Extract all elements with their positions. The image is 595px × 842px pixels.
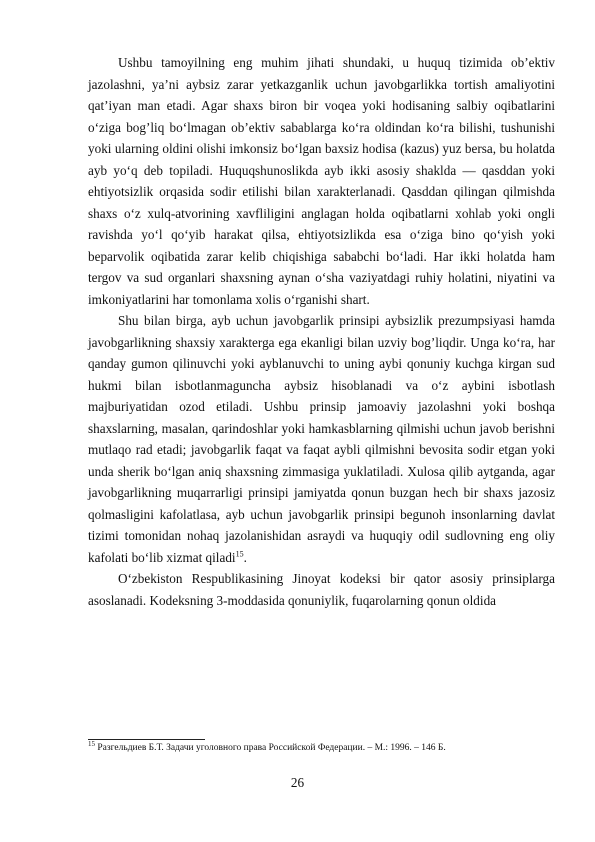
document-body [88, 52, 555, 611]
paragraph-3: O‘zbekiston Respublikasining Jinoyat kodeksi bir qator asosiy prinsiplarga asoslanadi. Kodeksning 3-moddasida qonuniylik, fuqarolarning qonun oldida [88, 571, 555, 608]
paragraph-1: Ushbu tamoyilning eng muhim jihati shundaki, u huquq tizimida ob’ektiv jazolashni, ya’ni aybsiz zarar yetkazganlik uchun javobgarlikka tortish amaliyotini qat’iyan man etadi. Agar shaxs biron bir voqea yoki hodisaning salbiy oqibatlarini o‘ziga bog’liq bo‘lmagan ob’ektiv sabablarga ko‘ra oldindan ko‘ra bilishi, tushunishi yoki ularning oldini olishi imkonsiz bo‘lgan baxsiz hodisa (kazus) yuz bersa, bu holatda ayb yo‘q deb topiladi. Huquqshunoslikda ayb ikki asosiy shaklda — qasddan yoki ehtiyotsizlik orqasida sodir etilishi bilan xarakterlanadi. Qasddan qilingan qilmishda shaxs o‘z xulq-atvorining xavfliligini anglagan holda oqibatlarni xohlab yoki ongli ravishda yo‘l qo‘yib harakat qilsa, ehtiyotsizlikda esa o‘ziga bino qo‘yish yoki beparvolik oqibatida zarar kelib chiqishiga sababchi bo‘ladi. Har ikki holatda ham tergov va sud organlari shaxsning aynan o‘sha vaziyatdagi ruhiy holatini, niyatini va imkoniyatlarini har tomonlama xolis o‘rganishi shart. [88, 55, 555, 307]
footnote-text: Разгельдиев Б.Т. Задачи уголовного права Российской Федерации. – М.: 1996. – 146 Б. [97, 743, 446, 753]
footnote [88, 739, 555, 755]
paragraph-2-end: . [243, 549, 247, 565]
footnote-reference[interactable]: 15 [235, 549, 244, 559]
footnote-number: 15 [88, 739, 95, 748]
paragraph-2 [88, 310, 555, 568]
footnote-divider [88, 739, 205, 740]
page-number: 26 [290, 775, 305, 790]
paragraph-2-text: Shu bilan birga, ayb uchun javobgarlik prinsipi aybsizlik prezumpsiyasi hamda javobgarlikning shaxsiy xarakterga ega ekanligi bilan uzviy bog’liqdir. Unga ko‘ra, har qanday gumon qilinuvchi yoki ayblanuvchi to uning aybi qonuniy kuchga kirgan sud hukmi bilan isbotlanmaguncha aybsiz hisoblanadi va o‘z aybini isbotlash majburiyatidan ozod etiladi. Ushbu prinsip jamoaviy jazolashni yoki boshqa shaxslarning, masalan, qarindoshlar yoki hamkasblarning qilmishi uchun javob berishni mutlaqo rad etadi; javobgarlik faqat va faqat aybli qilmishni bevosita sodir etgan yoki unda sherik bo‘lgan aniq shaxsning zimmasiga yuklatiladi. Xulosa qilib aytganda, agar javobgarlikning muqarrarligi prinsipi jamiyatda qonun buzgan hech bir shaxs jazosiz qolmasligini kafolatlasa, ayb uchun javobgarlik prinsipi begunoh insonlarning davlat tizimi tomonidan nohaq jazolanishidan asraydi va huquqiy odil sudlovning eng oliy kafolati bo‘lib xizmat qiladi [88, 313, 555, 565]
